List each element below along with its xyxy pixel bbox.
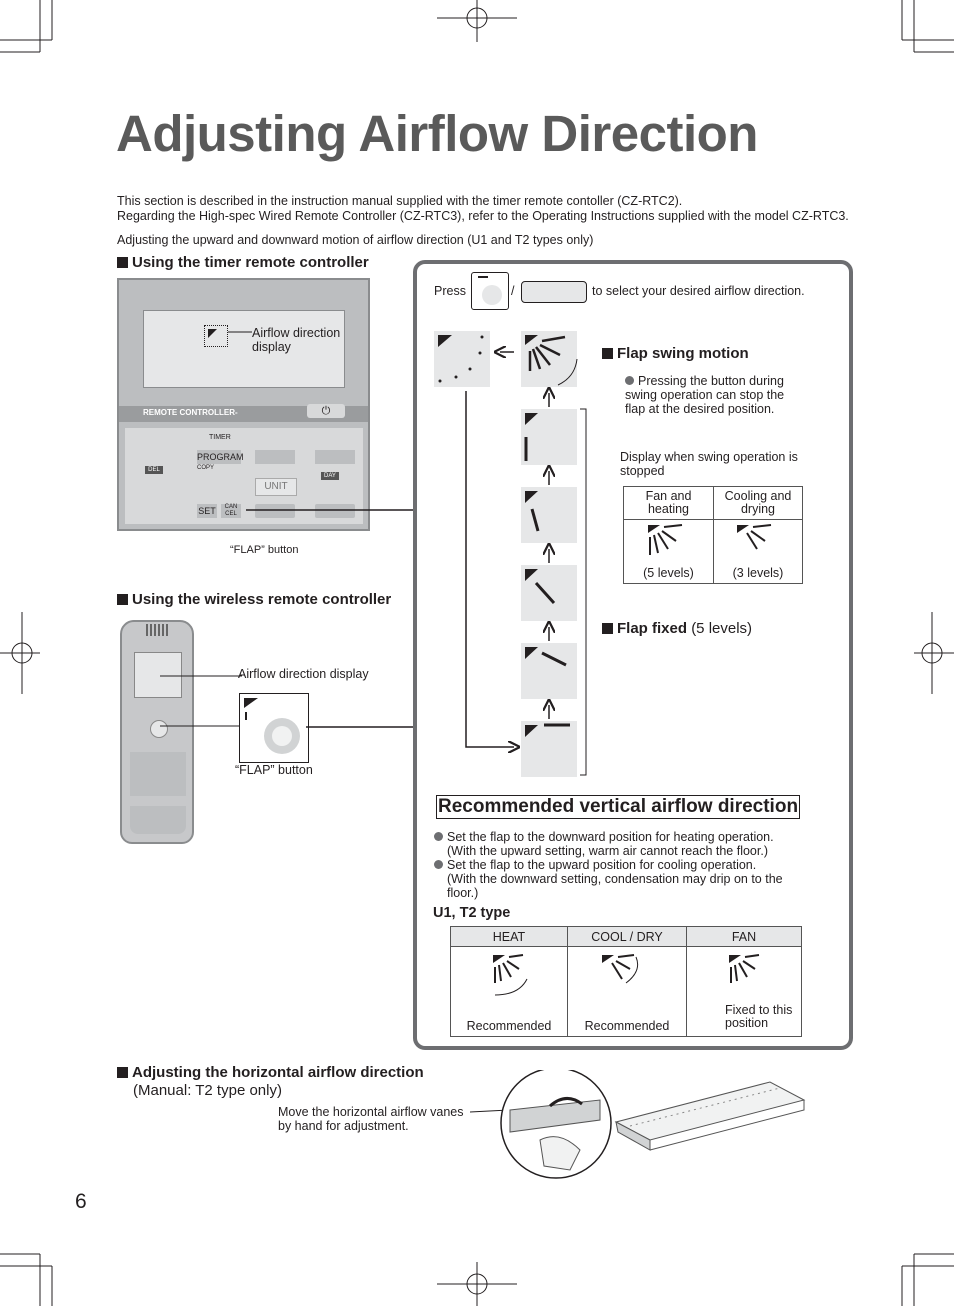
page-title: Adjusting Airflow Direction xyxy=(116,105,758,162)
wireless-section-heading: Using the wireless remote controller xyxy=(117,591,391,608)
wireless-flap-connector xyxy=(306,724,416,734)
bullet-2-note: (With the downward setting, condensation may drip on to the xyxy=(447,872,783,886)
intro-line-1: This section is described in the instruction manual supplied with the timer remote contoller (CZ-RTC2). xyxy=(117,194,683,208)
set-button[interactable]: SET xyxy=(198,506,216,516)
timer-flap-button-label: “FLAP” button xyxy=(230,544,299,556)
timer-airflow-display-label: Airflow direction display xyxy=(252,326,341,354)
wireless-remote-image xyxy=(120,620,194,844)
swing-stopped-caption: Display when swing operation is stopped xyxy=(620,450,798,478)
copy-label: COPY xyxy=(197,465,215,471)
timer-section-heading: Using the timer remote controller xyxy=(117,254,369,271)
unit-button[interactable]: UNIT xyxy=(255,478,297,496)
swing-stopped-table xyxy=(623,486,803,584)
intro-line-2: Regarding the High-spec Wired Remote Controller (CZ-RTC3), refer to the Operating Instructions supplied with the model CZ-RTC3. xyxy=(117,209,849,223)
wireless-flap-button-closeup xyxy=(239,693,309,763)
cool-dry-header: COOL / DRY xyxy=(568,927,687,947)
bullet-1-note: (With the upward setting, warm air cannot reach the floor.) xyxy=(447,844,768,858)
timer-flap-icon xyxy=(521,281,587,303)
flap-fixed-levels: (5 levels) xyxy=(691,620,753,637)
program-button[interactable]: PROGRAM xyxy=(197,452,244,462)
five-levels-label: (5 levels) xyxy=(643,566,694,580)
type-label: U1, T2 type xyxy=(433,905,511,921)
del-label: DEL xyxy=(145,466,163,474)
intro-line-3: Adjusting the upward and downward motion of airflow direction (U1 and T2 types only) xyxy=(117,233,594,247)
press-label: Press xyxy=(434,284,466,298)
ceiling-unit-illustration xyxy=(470,1070,810,1190)
press-rest: to select your desired airflow direction. xyxy=(592,284,805,298)
horizontal-heading: Adjusting the horizontal airflow direction xyxy=(117,1064,424,1081)
flap-positions-diagram xyxy=(430,325,590,785)
wireless-airflow-display-label: Airflow direction display xyxy=(238,667,369,681)
fan-cell xyxy=(687,947,802,1037)
timer-flap-connector xyxy=(246,508,416,518)
recommended-title: Recommended vertical airflow direction xyxy=(438,796,799,817)
fan-heating-header: Fan and heating xyxy=(624,487,714,520)
three-levels-label: (3 levels) xyxy=(732,566,784,580)
heat-header: HEAT xyxy=(451,927,568,947)
fan-fixed-label: Fixed to this position xyxy=(725,1003,793,1030)
heat-cell xyxy=(451,947,568,1037)
airflow-display-leader xyxy=(200,320,260,350)
press-slash: / xyxy=(511,284,515,298)
horizontal-sub: (Manual: T2 type only) xyxy=(133,1082,282,1099)
cancel-button[interactable]: CAN CEL xyxy=(221,504,241,518)
recommended-table xyxy=(450,926,802,1037)
bullet-2: Set the flap to the upward position for cooling operation. xyxy=(447,858,757,872)
recommended-bullets xyxy=(434,830,834,900)
cooling-drying-header: Cooling and drying xyxy=(714,487,803,520)
cool-dry-cell xyxy=(568,947,687,1037)
wireless-flap-icon xyxy=(471,272,509,310)
horizontal-note: Move the horizontal airflow vanes by hand for adjustment. xyxy=(278,1105,464,1133)
day-label: DAY xyxy=(321,472,339,480)
flap-fixed-heading: Flap fixed (5 levels) xyxy=(602,620,752,637)
wireless-leaders xyxy=(160,662,250,732)
remote-brand-label: REMOTE CONTROLLER- xyxy=(143,408,238,417)
page-number: 6 xyxy=(75,1190,87,1213)
power-button[interactable]: ⏻ xyxy=(307,404,345,418)
fan-header: FAN xyxy=(687,927,802,947)
heat-recommended-label: Recommended xyxy=(466,1019,552,1033)
three-levels-cell xyxy=(714,520,803,584)
flap-swing-note: Pressing the button during swing operation can stop the flap at the desired position. xyxy=(625,374,785,416)
timer-remote-controller-image xyxy=(117,278,370,531)
five-levels-cell xyxy=(624,520,714,584)
cool-recommended-label: Recommended xyxy=(584,1019,670,1033)
wireless-flap-button-label: “FLAP” button xyxy=(235,763,313,777)
bullet-1: Set the flap to the downward position for heating operation. xyxy=(447,830,774,844)
louver-button[interactable] xyxy=(315,450,355,464)
bullet-2-note-end: floor.) xyxy=(447,886,479,900)
flap-swing-heading: Flap swing motion xyxy=(602,345,749,362)
fan-button[interactable] xyxy=(255,450,295,464)
timer-label: TIMER xyxy=(209,434,231,441)
